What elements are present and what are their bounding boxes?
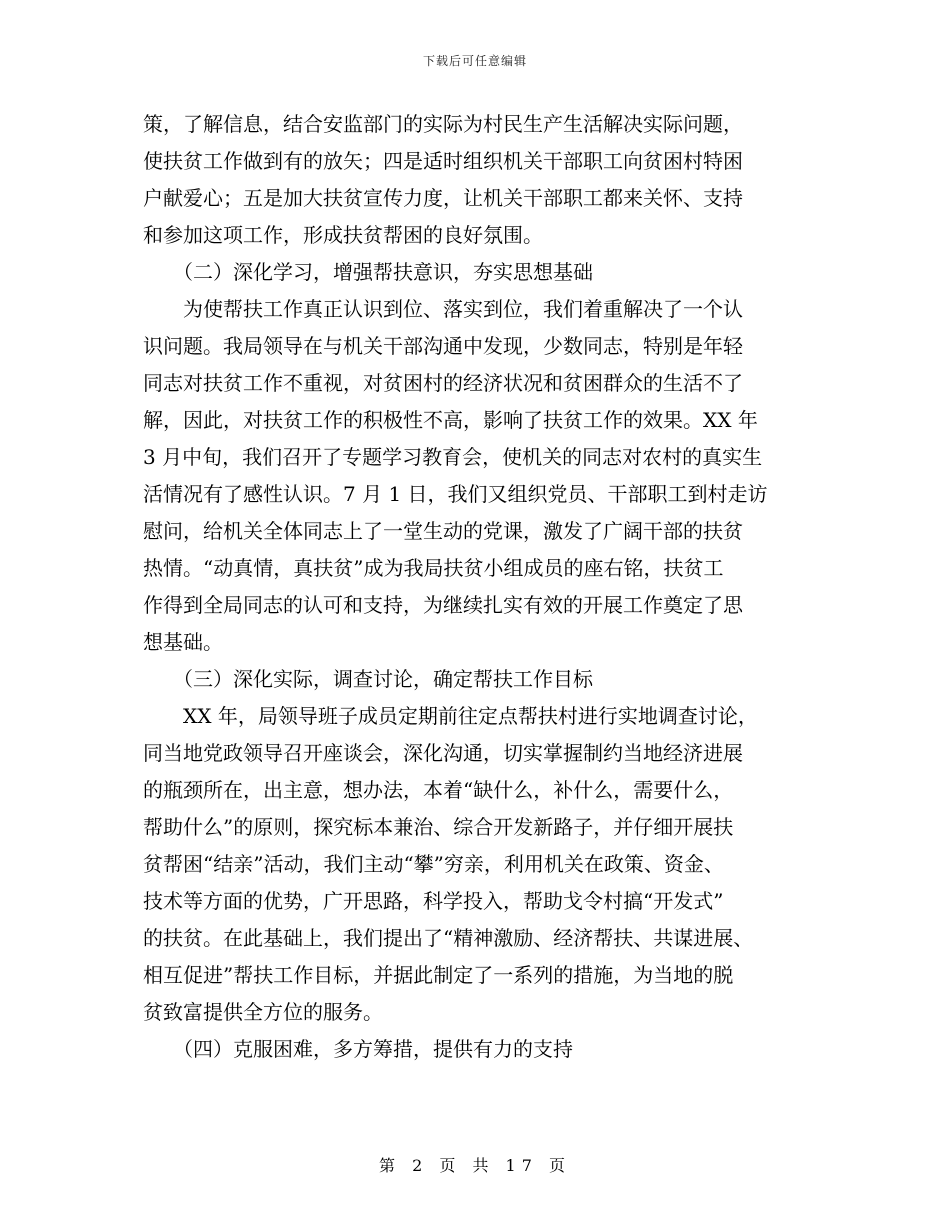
text-line: 同志对扶贫工作不重视，对贫困村的经济状况和贫困群众的生活不了: [143, 371, 743, 395]
text-line: 贫帮困“结亲”活动，我们主动“攀”穷亲，利用机关在政策、资金、: [143, 852, 724, 876]
section-heading: （二）深化学习，增强帮扶意识，夯实思想基础: [143, 260, 593, 284]
text-line: 的瓶颈所在，出主意，想办法，本着“缺什么，补什么，需要什么，: [143, 778, 734, 802]
text-line: 贫致富提供全方位的服务。: [143, 1000, 383, 1024]
text-line: 户献爱心；五是加大扶贫宣传力度，让机关干部职工都来关怀、支持: [143, 186, 743, 210]
text-line: 技术等方面的优势，广开思路，科学投入，帮助戈令村搞“开发式”: [143, 889, 724, 913]
text-line: 策，了解信息，结合安监部门的实际为村民生产生活解决实际问题，: [143, 112, 743, 136]
page-number-footer: 第 2 页 共 17 页: [379, 1156, 571, 1175]
text-line: 的扶贫。在此基础上，我们提出了“精神激励、经济帮扶、共谋进展、: [143, 926, 754, 950]
text-line: 同当地党政领导召开座谈会，深化沟通，切实掌握制约当地经济进展: [143, 741, 743, 765]
text-line: 慰问，给机关全体同志上了一堂生动的党课，激发了广阔干部的扶贫: [143, 519, 743, 543]
text-line: 和参加这项工作，形成扶贫帮困的良好氛围。: [143, 223, 543, 247]
text-line: 想基础。: [143, 630, 223, 654]
document-body: [143, 106, 808, 1068]
text-line: 使扶贫工作做到有的放矢；四是适时组织机关干部职工向贫困村特困: [143, 149, 743, 173]
text-line: 帮助什么”的原则，探究标本兼治、综合开发新路子，并仔细开展扶: [143, 815, 734, 839]
text-line: 为使帮扶工作真正认识到位、落实到位，我们着重解决了一个认: [143, 297, 743, 321]
section-heading: （三）深化实际，调查讨论，确定帮扶工作目标: [143, 667, 593, 691]
text-line: 活情况有了感性认识。7 月 1 日，我们又组织党员、干部职工到村走访: [143, 482, 768, 506]
text-line: 3 月中旬，我们召开了专题学习教育会，使机关的同志对农村的真实生: [143, 445, 763, 469]
text-line: 识问题。我局领导在与机关干部沟通中发现，少数同志，特别是年轻: [143, 334, 743, 358]
page-header: 下载后可任意编辑: [422, 54, 527, 68]
text-line: 相互促进”帮扶工作目标，并据此制定了一系列的措施，为当地的脱: [143, 963, 734, 987]
text-line: 热情。“动真情，真扶贫”成为我局扶贫小组成员的座右铭，扶贫工: [143, 556, 724, 580]
text-line: XX 年，局领导班子成员定期前往定点帮扶村进行实地调查讨论，: [143, 704, 758, 728]
section-heading: （四）克服困难，多方筹措，提供有力的支持: [143, 1037, 573, 1061]
text-line: 作得到全局同志的认可和支持，为继续扎实有效的开展工作奠定了思: [143, 593, 743, 617]
text-line: 解，因此，对扶贫工作的积极性不高，影响了扶贫工作的效果。XX 年: [143, 408, 758, 432]
